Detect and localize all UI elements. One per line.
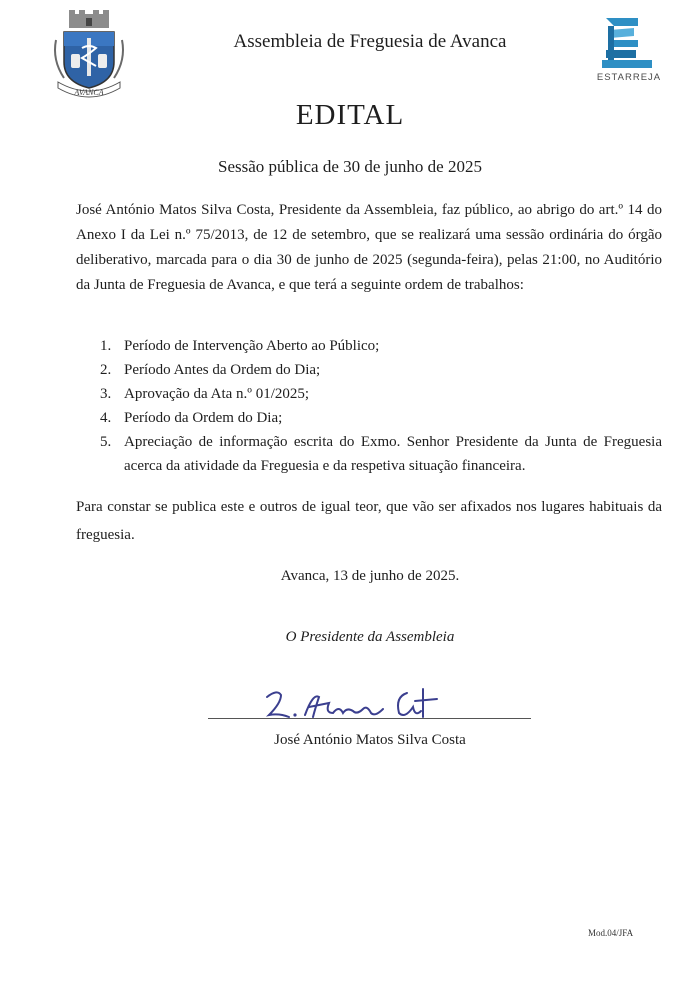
closing-paragraph: Para constar se publica este e outros de igual teor, que vão ser afixados nos lugares habituais da freguesia. — [76, 499, 662, 543]
estarreja-mark-icon — [592, 16, 666, 70]
list-item — [100, 406, 662, 430]
agenda-text: Período Antes da Ordem do Dia; — [124, 362, 321, 378]
signatory-name: José António Matos Silva Costa — [274, 732, 466, 748]
intro-paragraph: José António Matos Silva Costa, Presidente da Assembleia, faz público, ao abrigo do art.º 14 do Anexo I da Lei n.º 75/2013, de 12 de setembro, que se realizará uma sessão ordinária do órgão deliberativo, marcada para o dia 30 de junho de 2025 (segunda-feira), pelas 21:00, no Auditório da Junta de Freguesia de Avanca, e que terá a seguinte ordem de trabalhos: — [76, 202, 662, 293]
parish-crest-icon — [50, 10, 128, 102]
agenda-text: Período de Intervenção Aberto ao Público; — [124, 338, 380, 354]
agenda-text: Apreciação de informação escrita do Exmo. Senhor Presidente da Junta de Freguesia acerca da atividade da Freguesia e da respetiva situação financeira. — [124, 434, 662, 474]
agenda-number: 4. — [100, 410, 112, 426]
list-item — [100, 382, 662, 406]
agenda-text: Aprovação da Ata n.º 01/2025; — [124, 386, 310, 402]
handwritten-signature — [255, 683, 455, 727]
brand-wordmark: ESTARREJA — [596, 72, 662, 83]
agenda-number: 2. — [100, 362, 112, 378]
form-code: Mod.04/JFA — [588, 928, 634, 938]
header-title: Assembleia de Freguesia de Avanca — [233, 31, 507, 52]
list-item — [100, 358, 662, 382]
agenda-number: 1. — [100, 338, 112, 354]
list-item — [100, 430, 662, 478]
place-date: Avanca, 13 de junho de 2025. — [280, 568, 460, 584]
agenda-list — [100, 334, 662, 478]
crest-caption: AVANCA — [74, 88, 104, 97]
agenda-number: 5. — [100, 434, 112, 450]
signature-line — [208, 718, 531, 719]
session-subtitle: Sessão pública de 30 de junho de 2025 — [218, 157, 482, 176]
agenda-text: Período da Ordem do Dia; — [124, 410, 283, 426]
document-title: EDITAL — [295, 99, 405, 131]
estarreja-logo — [592, 16, 666, 92]
signatory-role: O Presidente da Assembleia — [285, 629, 455, 645]
list-item — [100, 334, 662, 358]
agenda-number: 3. — [100, 386, 112, 402]
